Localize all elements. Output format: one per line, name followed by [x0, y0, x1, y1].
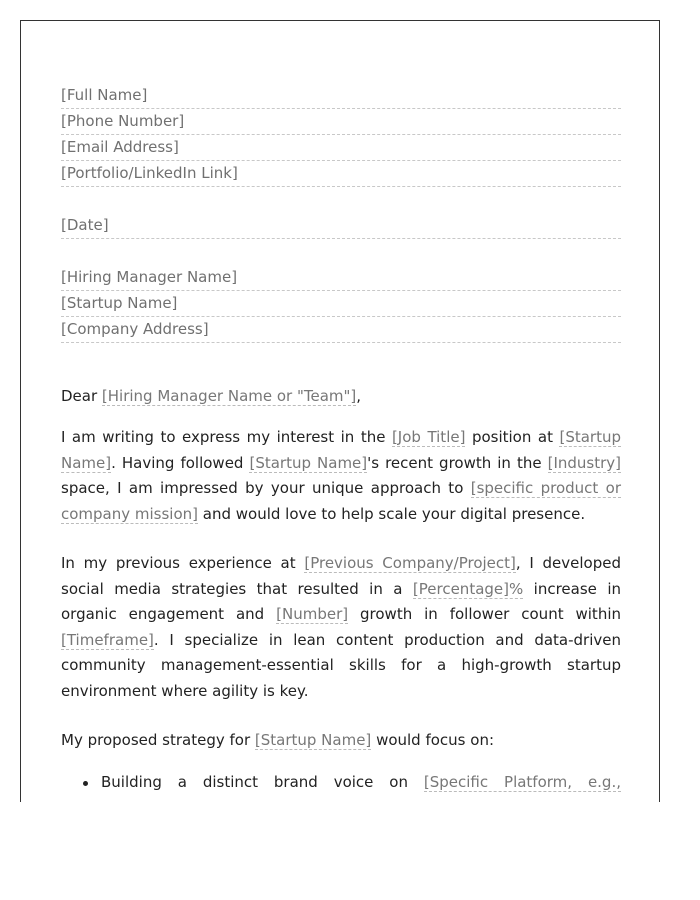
- date-field[interactable]: [Date]: [61, 213, 621, 239]
- paragraph-text: In my previous experience at: [61, 554, 305, 572]
- salutation-suffix: ,: [356, 387, 362, 405]
- phone-number-field[interactable]: [Phone Number]: [61, 109, 621, 135]
- percentage-placeholder[interactable]: [Percentage]%: [412, 579, 524, 598]
- salutation-name-placeholder[interactable]: [Hiring Manager Name or "Team"]: [101, 387, 357, 405]
- strategy-list: [61, 770, 621, 796]
- list-item-text: Building a distinct brand voice on: [101, 772, 424, 791]
- paragraph-text: I am writing to express my interest in the: [61, 428, 392, 446]
- letter-content: [61, 83, 621, 795]
- paragraph-text: My proposed strategy for: [61, 731, 255, 749]
- bullet-icon: [83, 781, 88, 786]
- sender-block: [61, 83, 621, 187]
- paragraph-text: position at: [465, 428, 560, 446]
- paragraph-experience: [61, 551, 621, 704]
- full-name-field[interactable]: [Full Name]: [61, 83, 621, 109]
- paragraph-text: increase in organic engagement and: [61, 579, 622, 623]
- mission-placeholder[interactable]: [specific product or company mission]: [61, 479, 621, 523]
- platform-placeholder[interactable]: [Specific Platform, e.g.,: [423, 772, 621, 791]
- startup-name-placeholder[interactable]: [Startup Name]: [249, 453, 368, 472]
- salutation-prefix: Dear: [61, 387, 102, 405]
- timeframe-placeholder[interactable]: [Timeframe]: [61, 630, 154, 649]
- previous-company-placeholder[interactable]: [Previous Company/Project]: [304, 554, 516, 572]
- paragraph-text: and would love to help scale your digital presence.: [198, 504, 586, 523]
- email-address-field[interactable]: [Email Address]: [61, 135, 621, 161]
- company-address-field[interactable]: [Company Address]: [61, 317, 621, 343]
- list-item: [61, 770, 621, 796]
- paragraph-text: , I developed social media strategies that resulted in a: [61, 554, 621, 598]
- recipient-block: [61, 265, 621, 343]
- number-placeholder[interactable]: [Number]: [276, 605, 349, 623]
- startup-name-field[interactable]: [Startup Name]: [61, 291, 621, 317]
- paragraph-text: growth in follower count within: [348, 605, 621, 623]
- job-title-placeholder[interactable]: [Job Title]: [391, 428, 466, 446]
- paragraph-text: would focus on:: [371, 731, 495, 749]
- startup-name-placeholder[interactable]: [Startup Name]: [254, 731, 372, 749]
- paragraph-text: 's recent growth in the: [367, 453, 548, 472]
- paragraph-text: space, I am impressed by your unique approach to: [61, 479, 471, 497]
- hiring-manager-field[interactable]: [Hiring Manager Name]: [61, 265, 621, 291]
- paragraph-text: . I specialize in lean content production and data-driven community management-essential skills for a high-growth startup environment where agility is key.: [61, 630, 621, 700]
- salutation: [61, 383, 621, 409]
- paragraph-intro: [61, 425, 621, 527]
- industry-placeholder[interactable]: [Industry]: [547, 453, 621, 472]
- letter-page: [20, 20, 660, 802]
- paragraph-strategy: [61, 728, 621, 754]
- paragraph-text: . Having followed: [111, 453, 250, 472]
- portfolio-link-field[interactable]: [Portfolio/LinkedIn Link]: [61, 161, 621, 187]
- startup-name-placeholder[interactable]: [Startup Name]: [61, 428, 621, 472]
